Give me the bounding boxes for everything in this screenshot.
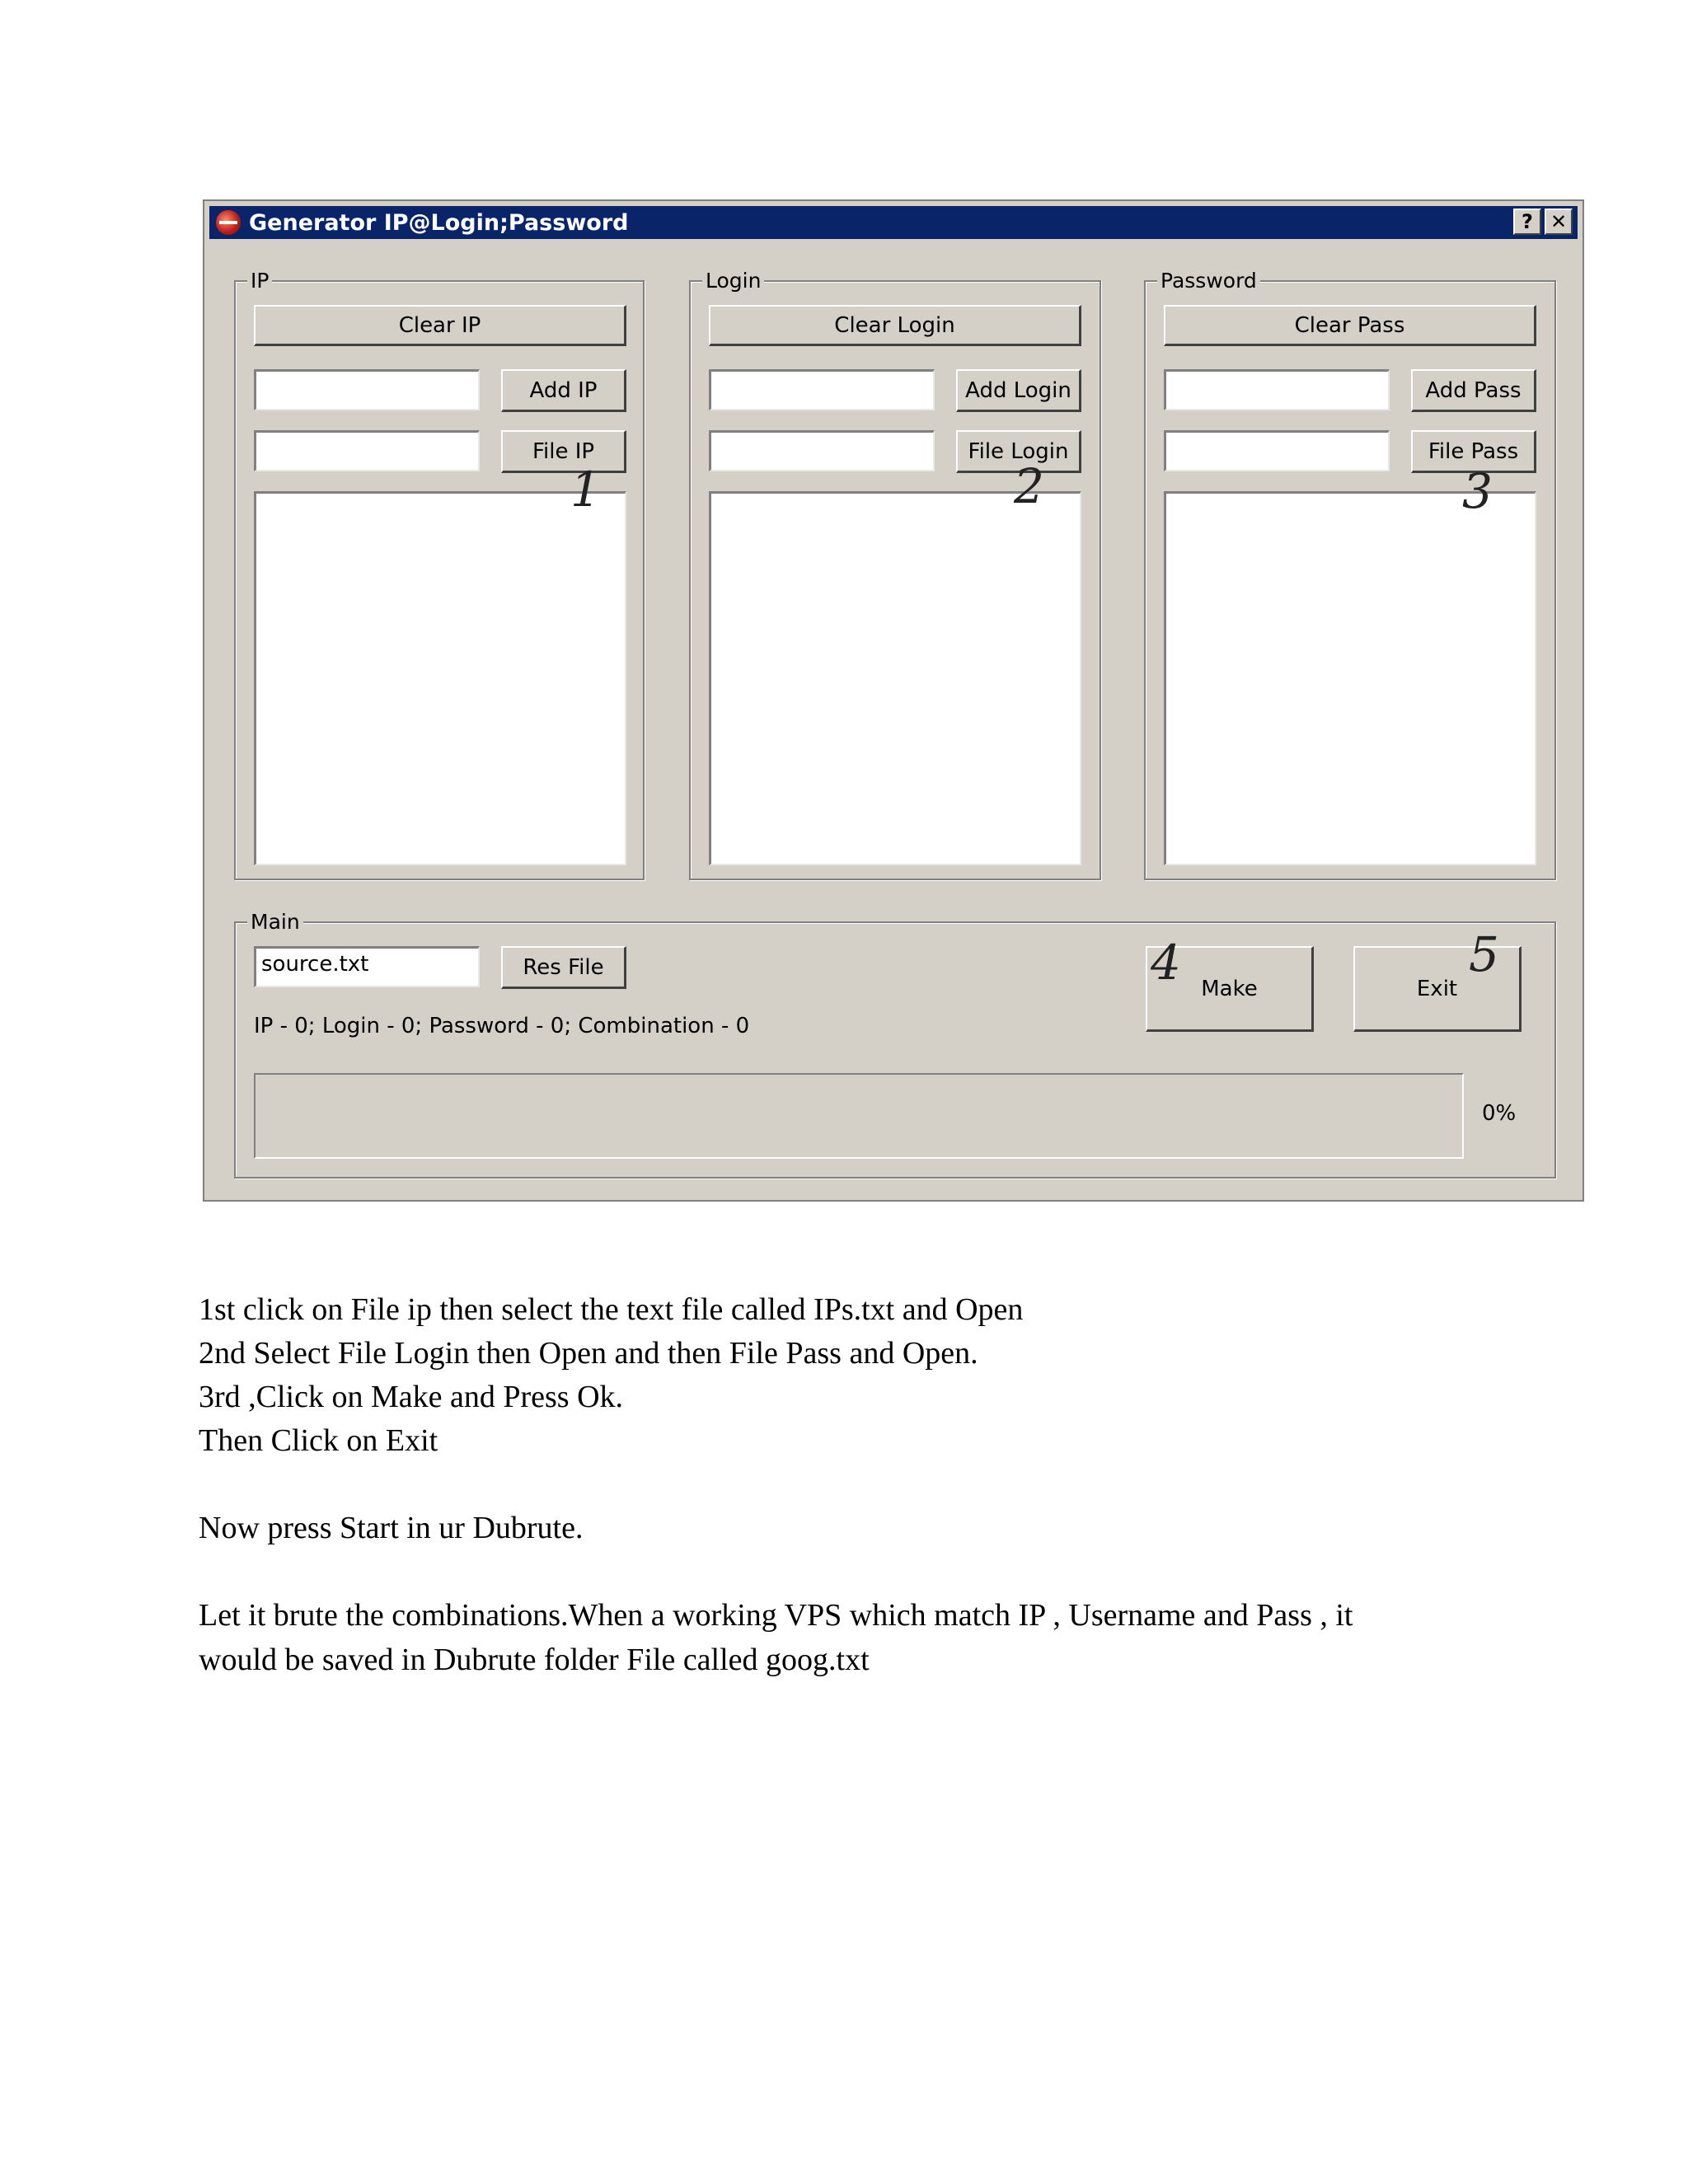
annotation-1: 1 (570, 462, 601, 518)
instruction-note-2-line-1: Let it brute the combinations.When a working VPS which match IP , Username and Pass , it (199, 1598, 1353, 1633)
annotation-5: 5 (1469, 926, 1499, 982)
file-pass-button[interactable]: File Pass (1411, 430, 1536, 473)
instruction-step-4: Then Click on Exit (199, 1423, 438, 1458)
title-bar[interactable] (209, 206, 1578, 239)
add-ip-input[interactable] (254, 369, 480, 410)
exit-button-label: Exit (1416, 976, 1458, 1001)
add-pass-input[interactable] (1164, 369, 1390, 410)
annotation-4: 4 (1151, 935, 1181, 991)
main-group (234, 910, 1556, 1179)
file-login-input[interactable] (709, 430, 935, 471)
progress-bar (254, 1073, 1464, 1159)
clear-ip-button[interactable]: Clear IP (254, 305, 626, 346)
status-counts: IP - 0; Login - 0; Password - 0; Combination - 0 (254, 1014, 750, 1038)
ip-group-legend: IP (247, 269, 272, 293)
add-ip-button[interactable]: Add IP (501, 369, 626, 412)
instruction-step-1: 1st click on File ip then select the text file called IPs.txt and Open (199, 1292, 1024, 1327)
password-group-legend: Password (1157, 269, 1260, 293)
ip-listbox[interactable] (254, 491, 626, 865)
ip-group (234, 269, 645, 880)
instruction-note-1: Now press Start in ur Dubrute. (199, 1511, 584, 1545)
instruction-step-3: 3rd ,Click on Make and Press Ok. (199, 1380, 624, 1414)
close-button[interactable]: ✕ (1545, 209, 1573, 235)
clear-pass-button[interactable]: Clear Pass (1164, 305, 1536, 346)
generator-window (203, 199, 1584, 1202)
file-login-button[interactable]: File Login (956, 430, 1081, 473)
app-icon (216, 210, 241, 235)
main-group-legend: Main (247, 910, 303, 934)
res-file-button[interactable]: Res File (501, 946, 626, 989)
add-login-input[interactable] (709, 369, 935, 410)
file-ip-input[interactable] (254, 430, 480, 471)
password-group (1144, 269, 1556, 880)
file-ip-button[interactable]: File IP (501, 430, 626, 473)
annotation-3: 3 (1462, 463, 1493, 519)
instruction-note-2-line-2: would be saved in Dubrute folder File called goog.txt (199, 1643, 870, 1677)
help-button[interactable]: ? (1513, 209, 1541, 235)
instruction-step-2: 2nd Select File Login then Open and then File Pass and Open. (199, 1336, 978, 1371)
result-file-input[interactable]: source.txt (254, 946, 480, 987)
clear-login-button[interactable]: Clear Login (709, 305, 1081, 346)
progress-percent: 0% (1482, 1101, 1517, 1126)
login-group (689, 269, 1101, 880)
add-pass-button[interactable]: Add Pass (1411, 369, 1536, 412)
login-group-legend: Login (702, 269, 764, 293)
password-listbox[interactable] (1164, 491, 1536, 865)
add-login-button[interactable]: Add Login (956, 369, 1081, 412)
annotation-2: 2 (1014, 458, 1044, 514)
file-pass-input[interactable] (1164, 430, 1390, 471)
make-button-label: Make (1201, 976, 1258, 1001)
window-title: Generator IP@Login;Password (249, 209, 629, 236)
login-listbox[interactable] (709, 491, 1081, 865)
